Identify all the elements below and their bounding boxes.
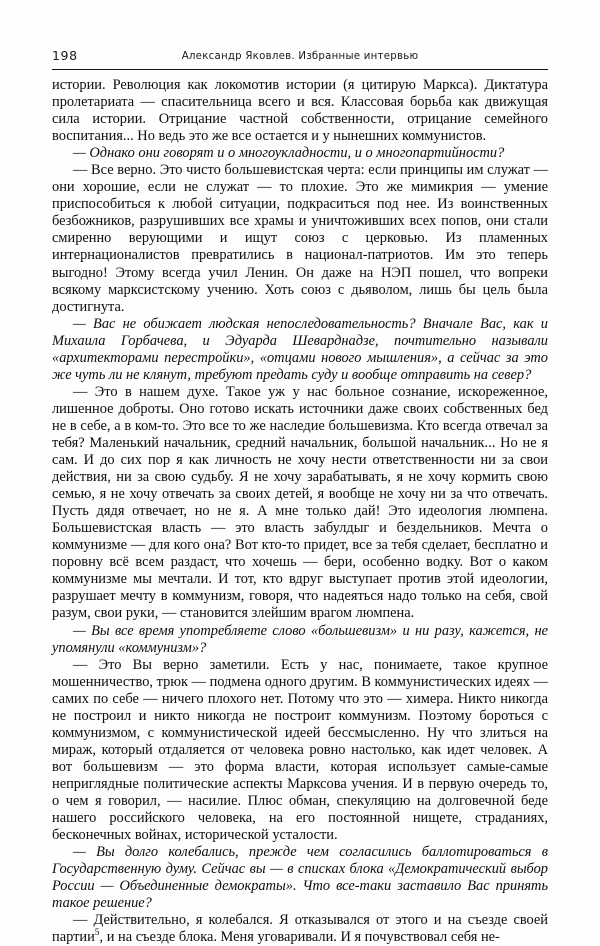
running-head-title: Александр Яковлев. Избранные интервью <box>181 51 419 62</box>
paragraph-answer: — Это в нашем духе. Такое уж у нас больное сознание, искореженное, лишенное доброты. Оно готово искать источники даже своих собственных бед не в себе, а в ком-то. Это все то же наследие большевизма. Кто всегда отвечал за тебя? Маленький начальник, средний начальник, большой начальник... Но не я сам. И до сих пор я как личность не хочу нести ответственности ни за свои действия, ни за свою судьбу. Я не хочу зарабатывать, я не хочу кормить свою семью, я не хочу отвечать за своих детей, я вообще не хочу ни за что отвечать. Пусть дядя отвечает, но не я. А мне только дай! Это идеология люмпена. Большевистская власть — это власть забулдыг и бездельников. Мечта о коммунизме — для кого она? Вот кто-то придет, все за тебя сделает, бесплатно и поровну всё всем раздаст, что хочешь — бери, особенно водку. Вот о каком коммунизме мы мечтали. И тот, кто вдруг выступает против этой идеологии, разрушает мечту в коммунизм, говоря, что надеяться надо только на себя, свой разум, свои руки, — становится злейшим врагом люмпена. <box>52 383 548 622</box>
answer-text-before-footnote: — Действительно, я колебался. Я отказывался от этого и на съезде своей партии <box>52 912 548 946</box>
paragraph-answer: — Это Вы верно заметили. Есть у нас, понимаете, такое крупное мошенничество, трюк — подмена одного другим. В коммунистических идеях — самих по себе — ничего плохого нет. Потому что это — химера. Никто никогда не построил и никто никогда не построит коммунизм. Поэтому бороться с коммунизмом, с коммунистической идеей бессмысленно. Ну что злиться на мираж, который отдаляется от человека ровно настолько, как идет человек. А вот большевизм — это форма власти, которая использует самые-самые неприглядные политические аспекты Марксова учения. И в первую очередь то, о чем я говорил, — насилие. Плюс обман, спекуляцию на долговечной беде нашего российского человека, на его постоянной нищете, страданиях, бесконечных войнах, исторической усталости. <box>52 656 548 844</box>
paragraph-question: — Вас не обижает людская непоследовательность? Вначале Вас, как и Михаила Горбачева, и Эдуарда Шеварднадзе, почтительно называли «архитекторами перестройки», «отцами нового мышления», а сейчас за это же чуть ли не клянут, требуют предать суду и вообще отправить на север? <box>52 315 548 383</box>
paragraph-continuation: истории. Революция как локомотив истории (я цитирую Маркса). Диктатура пролетариата — спасительница всего и вся. Классовая борьба как движущая сила истории. Отрицание частной собственности, отрицание семейного воспитания... Но ведь это же все остается и у нынешних коммунистов. <box>52 77 548 145</box>
paragraph-answer-with-footnote <box>52 912 548 946</box>
paragraph-question: — Вы все время употребляете слово «большевизм» и ни разу, кажется, не упомянули «коммунизм»? <box>52 622 548 656</box>
paragraph-question: — Вы долго колебались, прежде чем согласились баллотироваться в Государственную думу. Сейчас вы — в списках блока «Демократический выбор России — Объединенные демократы». Что все-таки заставило Вас принять такое решение? <box>52 844 548 912</box>
running-head <box>52 48 548 68</box>
paragraph-answer: — Все верно. Это чисто большевистская черта: если принципы им служат — они хорошие, если не служат — то плохие. Это же мимикрия — умение приспособиться к любой ситуации, подкраситься под нее. Из воинственных безбожников, разрушивших все храмы и уничтоживших всех попов, они стали смиренно верующими и ищут союз с церковью. Из пламенных интернационалистов превратились в национал-патриотов. Им это теперь выгодно! Этому всегда учил Ленин. Он даже на НЭП пошел, что вопреки всякому марксистскому учению. Хоть союз с дьяволом, лишь бы цель была достигнута. <box>52 162 548 315</box>
header-rule <box>52 69 548 70</box>
body-text <box>52 77 548 946</box>
answer-text-after-footnote: , и на съезде блока. Меня уговаривали. И я почувствовал себя не- <box>99 929 500 946</box>
paragraph-question: — Однако они говорят и о многоукладности, и о многопартийности? <box>73 145 505 162</box>
footnote-marker: 5 <box>94 928 100 939</box>
page-number: 198 <box>52 48 78 63</box>
